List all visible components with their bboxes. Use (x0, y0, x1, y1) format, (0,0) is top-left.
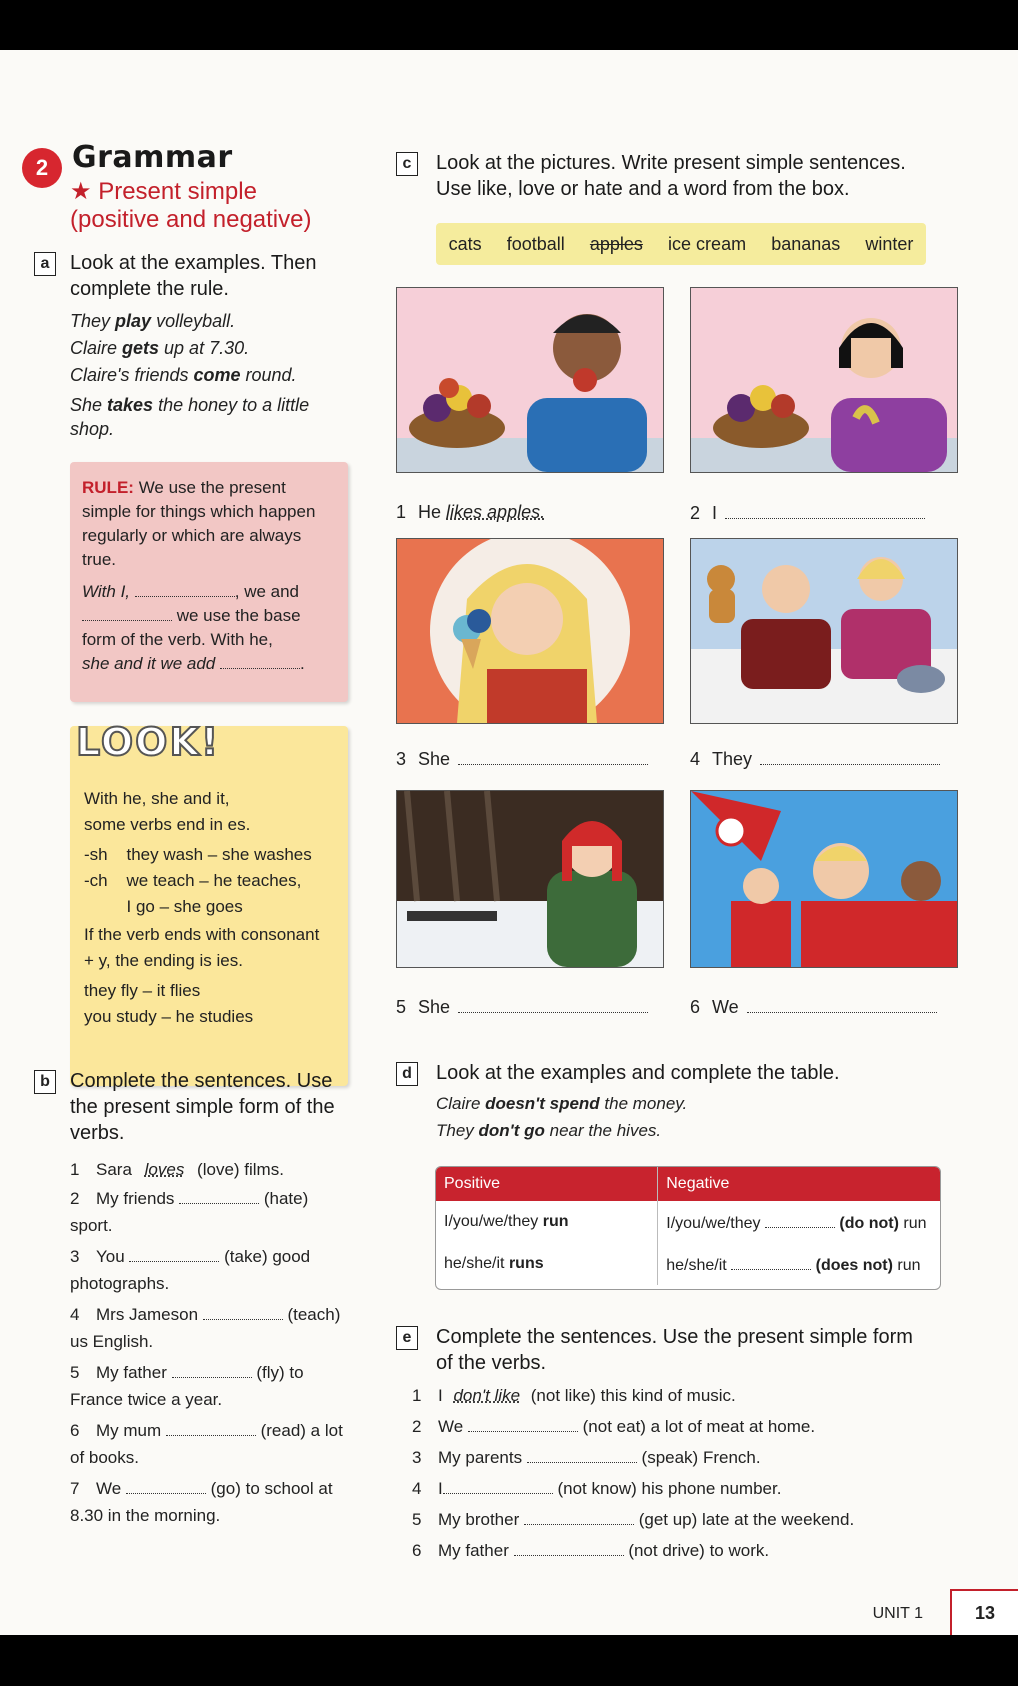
exercise-c-label: c (396, 152, 418, 176)
look-box (70, 720, 348, 1086)
list-item: 6 My father (not drive) to work. (412, 1541, 770, 1560)
answer-blank[interactable] (443, 1477, 553, 1494)
caption-5-blank[interactable] (458, 996, 648, 1013)
word-item: football (506, 233, 565, 254)
list-item: 4 Mrs Jameson (teach) us English. (70, 1305, 341, 1351)
caption-5: 5 She (396, 996, 666, 1018)
page-number: 13 (950, 1589, 1018, 1635)
exercise-e-list (412, 1380, 952, 1566)
rule-blank-3[interactable] (220, 652, 300, 669)
exercise-d-instruction: Look at the examples and complete the table. (436, 1062, 840, 1084)
caption-4-blank[interactable] (760, 748, 940, 765)
exercise-d-label: d (396, 1062, 418, 1086)
answer-blank[interactable] (524, 1508, 634, 1525)
word-item: bananas (771, 233, 841, 254)
word-item: winter (865, 233, 914, 254)
answer-blank[interactable] (514, 1539, 624, 1556)
list-item: 4 I (not know) his phone number. (412, 1479, 782, 1498)
caption-2-blank[interactable] (725, 502, 925, 519)
picture-couple-cats (690, 538, 958, 724)
table-row: I/you/we/they run I/you/we/they (do not) run (436, 1201, 940, 1243)
answer-blank[interactable] (166, 1419, 256, 1436)
list-item: 1 I don't like (not like) this kind of music. (412, 1386, 736, 1405)
list-item: 6 My mum (read) a lot of books. (70, 1421, 343, 1467)
list-item: 5 My father (fly) to France twice a year. (70, 1363, 304, 1409)
example-line: Claire gets up at 7.30. (70, 338, 250, 358)
list-item: 3 My parents (speak) French. (412, 1448, 761, 1467)
list-item: 1 Sara loves (love) films. (70, 1160, 284, 1179)
table-header-negative: Negative (658, 1167, 940, 1201)
list-item: 7 We (go) to school at 8.30 in the morning. (70, 1479, 333, 1525)
positive-negative-table (435, 1166, 941, 1290)
example-line: Claire's friends come round. (70, 365, 297, 385)
caption-2: 2 I (690, 502, 956, 524)
answer-blank[interactable] (172, 1361, 252, 1378)
example-line: They play volleyball. (70, 311, 236, 331)
rule-blank-1[interactable] (135, 580, 235, 597)
exercise-e-label: e (396, 1326, 418, 1350)
word-box (436, 223, 926, 265)
caption-4: 4 They (690, 748, 956, 770)
answer-blank[interactable] (203, 1303, 283, 1320)
answer-blank[interactable]: loves (144, 1160, 185, 1179)
unit-label: UNIT 1 (872, 1605, 923, 1622)
section-title: Grammar (72, 140, 233, 175)
table-blank[interactable] (765, 1211, 835, 1228)
picture-man-apples (396, 287, 664, 473)
look-body: With he, she and it, some verbs end in es. -sh they wash – she washes -ch we teach – he teaches, I go – she goes If the verb ends with consonant + y, the ending is ies. they fly – it flies you study – he studies (84, 789, 320, 1026)
caption-6: 6 We (690, 996, 956, 1018)
list-item: 2 My friends (hate) sport. (70, 1189, 309, 1235)
caption-3: 3 She (396, 748, 666, 770)
rule-text: We use the present simple for things which happen regularly or which are always true. (82, 478, 316, 569)
section-number-badge: 2 (22, 148, 62, 188)
exercise-d-examples: Claire doesn't spend the money. They don't go near the hives. (436, 1094, 688, 1140)
table-blank[interactable] (731, 1253, 811, 1270)
list-item: 5 My brother (get up) late at the weekend. (412, 1510, 855, 1529)
answer-blank[interactable]: don't like (453, 1386, 521, 1405)
exercise-b-label: b (34, 1070, 56, 1094)
rule-blank-2[interactable] (82, 604, 172, 621)
exercise-b-list (70, 1156, 350, 1529)
exercise-a-examples (70, 308, 340, 441)
star-icon: ★ (70, 178, 92, 205)
answer-blank[interactable] (468, 1415, 578, 1432)
caption-6-blank[interactable] (747, 996, 937, 1013)
answer-blank[interactable] (179, 1187, 259, 1204)
picture-girl-icecream (396, 538, 664, 724)
picture-girl-winter (396, 790, 664, 968)
list-item: 2 We (not eat) a lot of meat at home. (412, 1417, 816, 1436)
picture-football-fans (690, 790, 958, 968)
table-header-positive: Positive (436, 1167, 658, 1201)
look-title: LOOK! (76, 720, 221, 764)
answer-blank[interactable] (129, 1245, 219, 1262)
textbook-page (0, 50, 1018, 1635)
answer-blank[interactable] (527, 1446, 637, 1463)
caption-3-blank[interactable] (458, 748, 648, 765)
example-line: She takes the honey to a little shop. (70, 395, 310, 439)
word-item: ice cream (668, 233, 747, 254)
picture-woman-bananas (690, 287, 958, 473)
caption-1-answer: likes apples. (446, 502, 546, 522)
word-item: cats (448, 233, 482, 254)
list-item: 3 You (take) good photographs. (70, 1247, 311, 1293)
rule-label: RULE: (82, 478, 134, 497)
exercise-e-instruction: Complete the sentences. Use the present simple form of the verbs. (436, 1326, 913, 1374)
exercise-b-instruction: Complete the sentences. Use the present simple form of the verbs. (70, 1070, 335, 1144)
section-subtitle: ★ Present simple (positive and negative) (70, 178, 312, 233)
word-item: apples (589, 233, 643, 254)
exercise-a-label: a (34, 252, 56, 276)
caption-1: 1 He likes apples. (396, 502, 546, 522)
exercise-c-instruction: Look at the pictures. Write present simple sentences. Use like, love or hate and a word from the box. (436, 152, 906, 200)
exercise-a-instruction: Look at the examples. Then complete the rule. (70, 252, 317, 300)
table-row: he/she/it runs he/she/it (does not) run (436, 1243, 940, 1285)
rule-box: RULE: We use the present simple for things which happen regularly or which are always true. With I, , we and we use the base form of the verb. With he, she and it we add . (70, 462, 348, 702)
answer-blank[interactable] (126, 1477, 206, 1494)
